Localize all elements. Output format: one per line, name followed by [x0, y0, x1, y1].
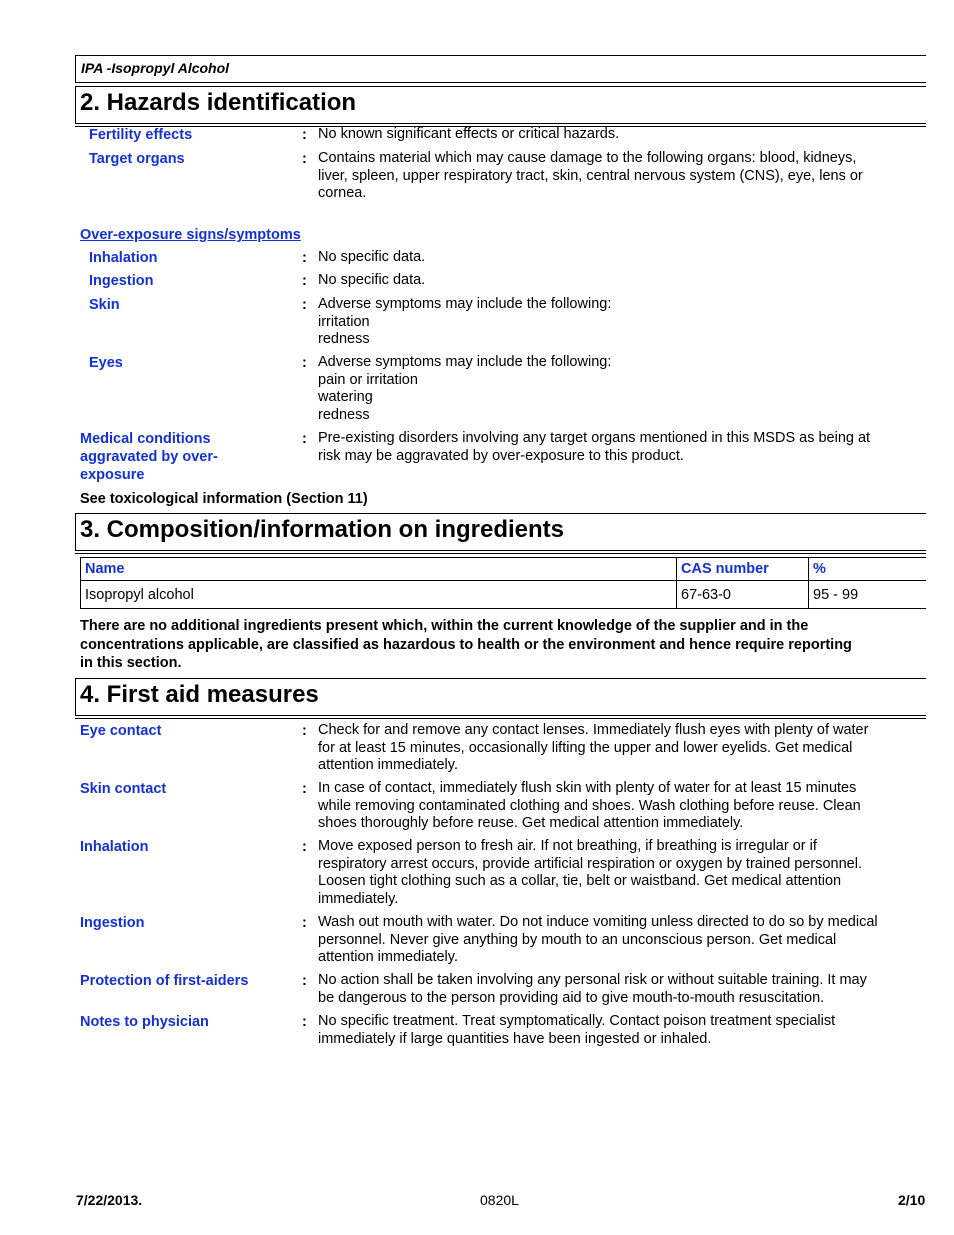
table-header-row: [81, 558, 927, 581]
first-aid-inhalation-label: Inhalation: [80, 839, 149, 855]
column-header-cas: CAS number: [677, 558, 809, 581]
colon: :: [302, 151, 307, 167]
table-row: [81, 581, 927, 609]
colon: :: [302, 127, 307, 143]
notes-to-physician-value: No specific treatment. Treat symptomatically. Contact poison treatment specialist immediately if large quantities have been ingested or inhaled.: [318, 1013, 836, 1047]
ingredients-note: There are no additional ingredients present which, within the current knowledge of the supplier and in the concentrations applicable, are classified as hazardous to health or the environment and hence require reporting in this section.: [80, 618, 852, 671]
colon: :: [302, 723, 307, 739]
ingredient-name-cell: Isopropyl alcohol: [81, 581, 677, 609]
eye-contact-value: Check for and remove any contact lenses. Immediately flush eyes with plenty of water for at least 15 minutes, occasionally lifting the upper and lower eyelids. Get medical attention immediately.: [318, 722, 869, 774]
product-header: IPA -Isopropyl Alcohol: [75, 55, 926, 83]
ingestion-value: No specific data.: [318, 272, 426, 288]
fertility-effects-value: No known significant effects or critical hazards.: [318, 126, 620, 142]
colon: :: [302, 355, 307, 371]
first-aid-inhalation-value: Move exposed person to fresh air. If not breathing, if breathing is irregular or if respiratory arrest occurs, provide artificial respiration or oxygen by trained personnel. Loosen tight clothing such as a collar, tie, belt or waistband. Get medical attention immediately.: [318, 838, 862, 907]
colon: :: [302, 250, 307, 266]
skin-value: Adverse symptoms may include the following: irritation redness: [318, 296, 612, 348]
skin-label: Skin: [89, 297, 120, 313]
see-toxicological-note: See toxicological information (Section 11): [80, 491, 368, 507]
footer-page-number: 2/10: [898, 1192, 926, 1208]
column-header-name: Name: [81, 558, 677, 581]
protection-first-aiders-value: No action shall be taken involving any personal risk or without suitable training. It may be dangerous to the person providing aid to give mouth-to-mouth resuscitation.: [318, 972, 867, 1006]
footer-code: 0820L: [480, 1192, 519, 1208]
inhalation-value: No specific data.: [318, 249, 426, 265]
colon: :: [302, 781, 307, 797]
ingredients-table: [80, 557, 926, 609]
medical-conditions-value: Pre-existing disorders involving any target organs mentioned in this MSDS as being at risk may be aggravated by over-exposure to this product.: [318, 430, 871, 464]
eye-contact-label: Eye contact: [80, 723, 162, 739]
inhalation-label: Inhalation: [89, 250, 158, 266]
colon: :: [302, 839, 307, 855]
colon: :: [302, 973, 307, 989]
colon: :: [302, 297, 307, 313]
cas-number-cell: 67-63-0: [677, 581, 809, 609]
colon: :: [302, 273, 307, 289]
medical-conditions-label: Medical conditions aggravated by over- exposure: [80, 431, 218, 483]
section-2-heading: 2. Hazards identification: [75, 86, 926, 124]
section-4-heading: 4. First aid measures: [75, 678, 926, 716]
first-aid-ingestion-value: Wash out mouth with water. Do not induce vomiting unless directed to do so by medical personnel. Never give anything by mouth to an unconscious person. Get medical attention immediately.: [318, 914, 878, 966]
first-aid-ingestion-label: Ingestion: [80, 915, 145, 931]
column-header-percent: %: [809, 558, 927, 581]
section-3-heading: 3. Composition/information on ingredients: [75, 513, 926, 551]
percent-cell: 95 - 99: [809, 581, 927, 609]
footer-date: 7/22/2013.: [76, 1192, 143, 1208]
skin-contact-value: In case of contact, immediately flush skin with plenty of water for at least 15 minutes while removing contaminated clothing and shoes. Wash clothing before reuse. Clean shoes thoroughly before reuse. Get medical attention immediately.: [318, 780, 861, 832]
eyes-value: Adverse symptoms may include the following: pain or irritation watering redness: [318, 354, 612, 423]
fertility-effects-label: Fertility effects: [89, 127, 193, 143]
colon: :: [302, 915, 307, 931]
skin-contact-label: Skin contact: [80, 781, 167, 797]
protection-first-aiders-label: Protection of first-aiders: [80, 973, 249, 989]
target-organs-label: Target organs: [89, 151, 185, 167]
eyes-label: Eyes: [89, 355, 123, 371]
ingestion-label: Ingestion: [89, 273, 154, 289]
colon: :: [302, 1014, 307, 1030]
target-organs-value: Contains material which may cause damage to the following organs: blood, kidneys, liver, spleen, upper respiratory tract, skin, central nervous system (CNS), eye, lens or cornea.: [318, 150, 863, 202]
colon: :: [302, 431, 307, 447]
notes-to-physician-label: Notes to physician: [80, 1014, 209, 1030]
overexposure-heading-link[interactable]: Over-exposure signs/symptoms: [80, 227, 301, 243]
